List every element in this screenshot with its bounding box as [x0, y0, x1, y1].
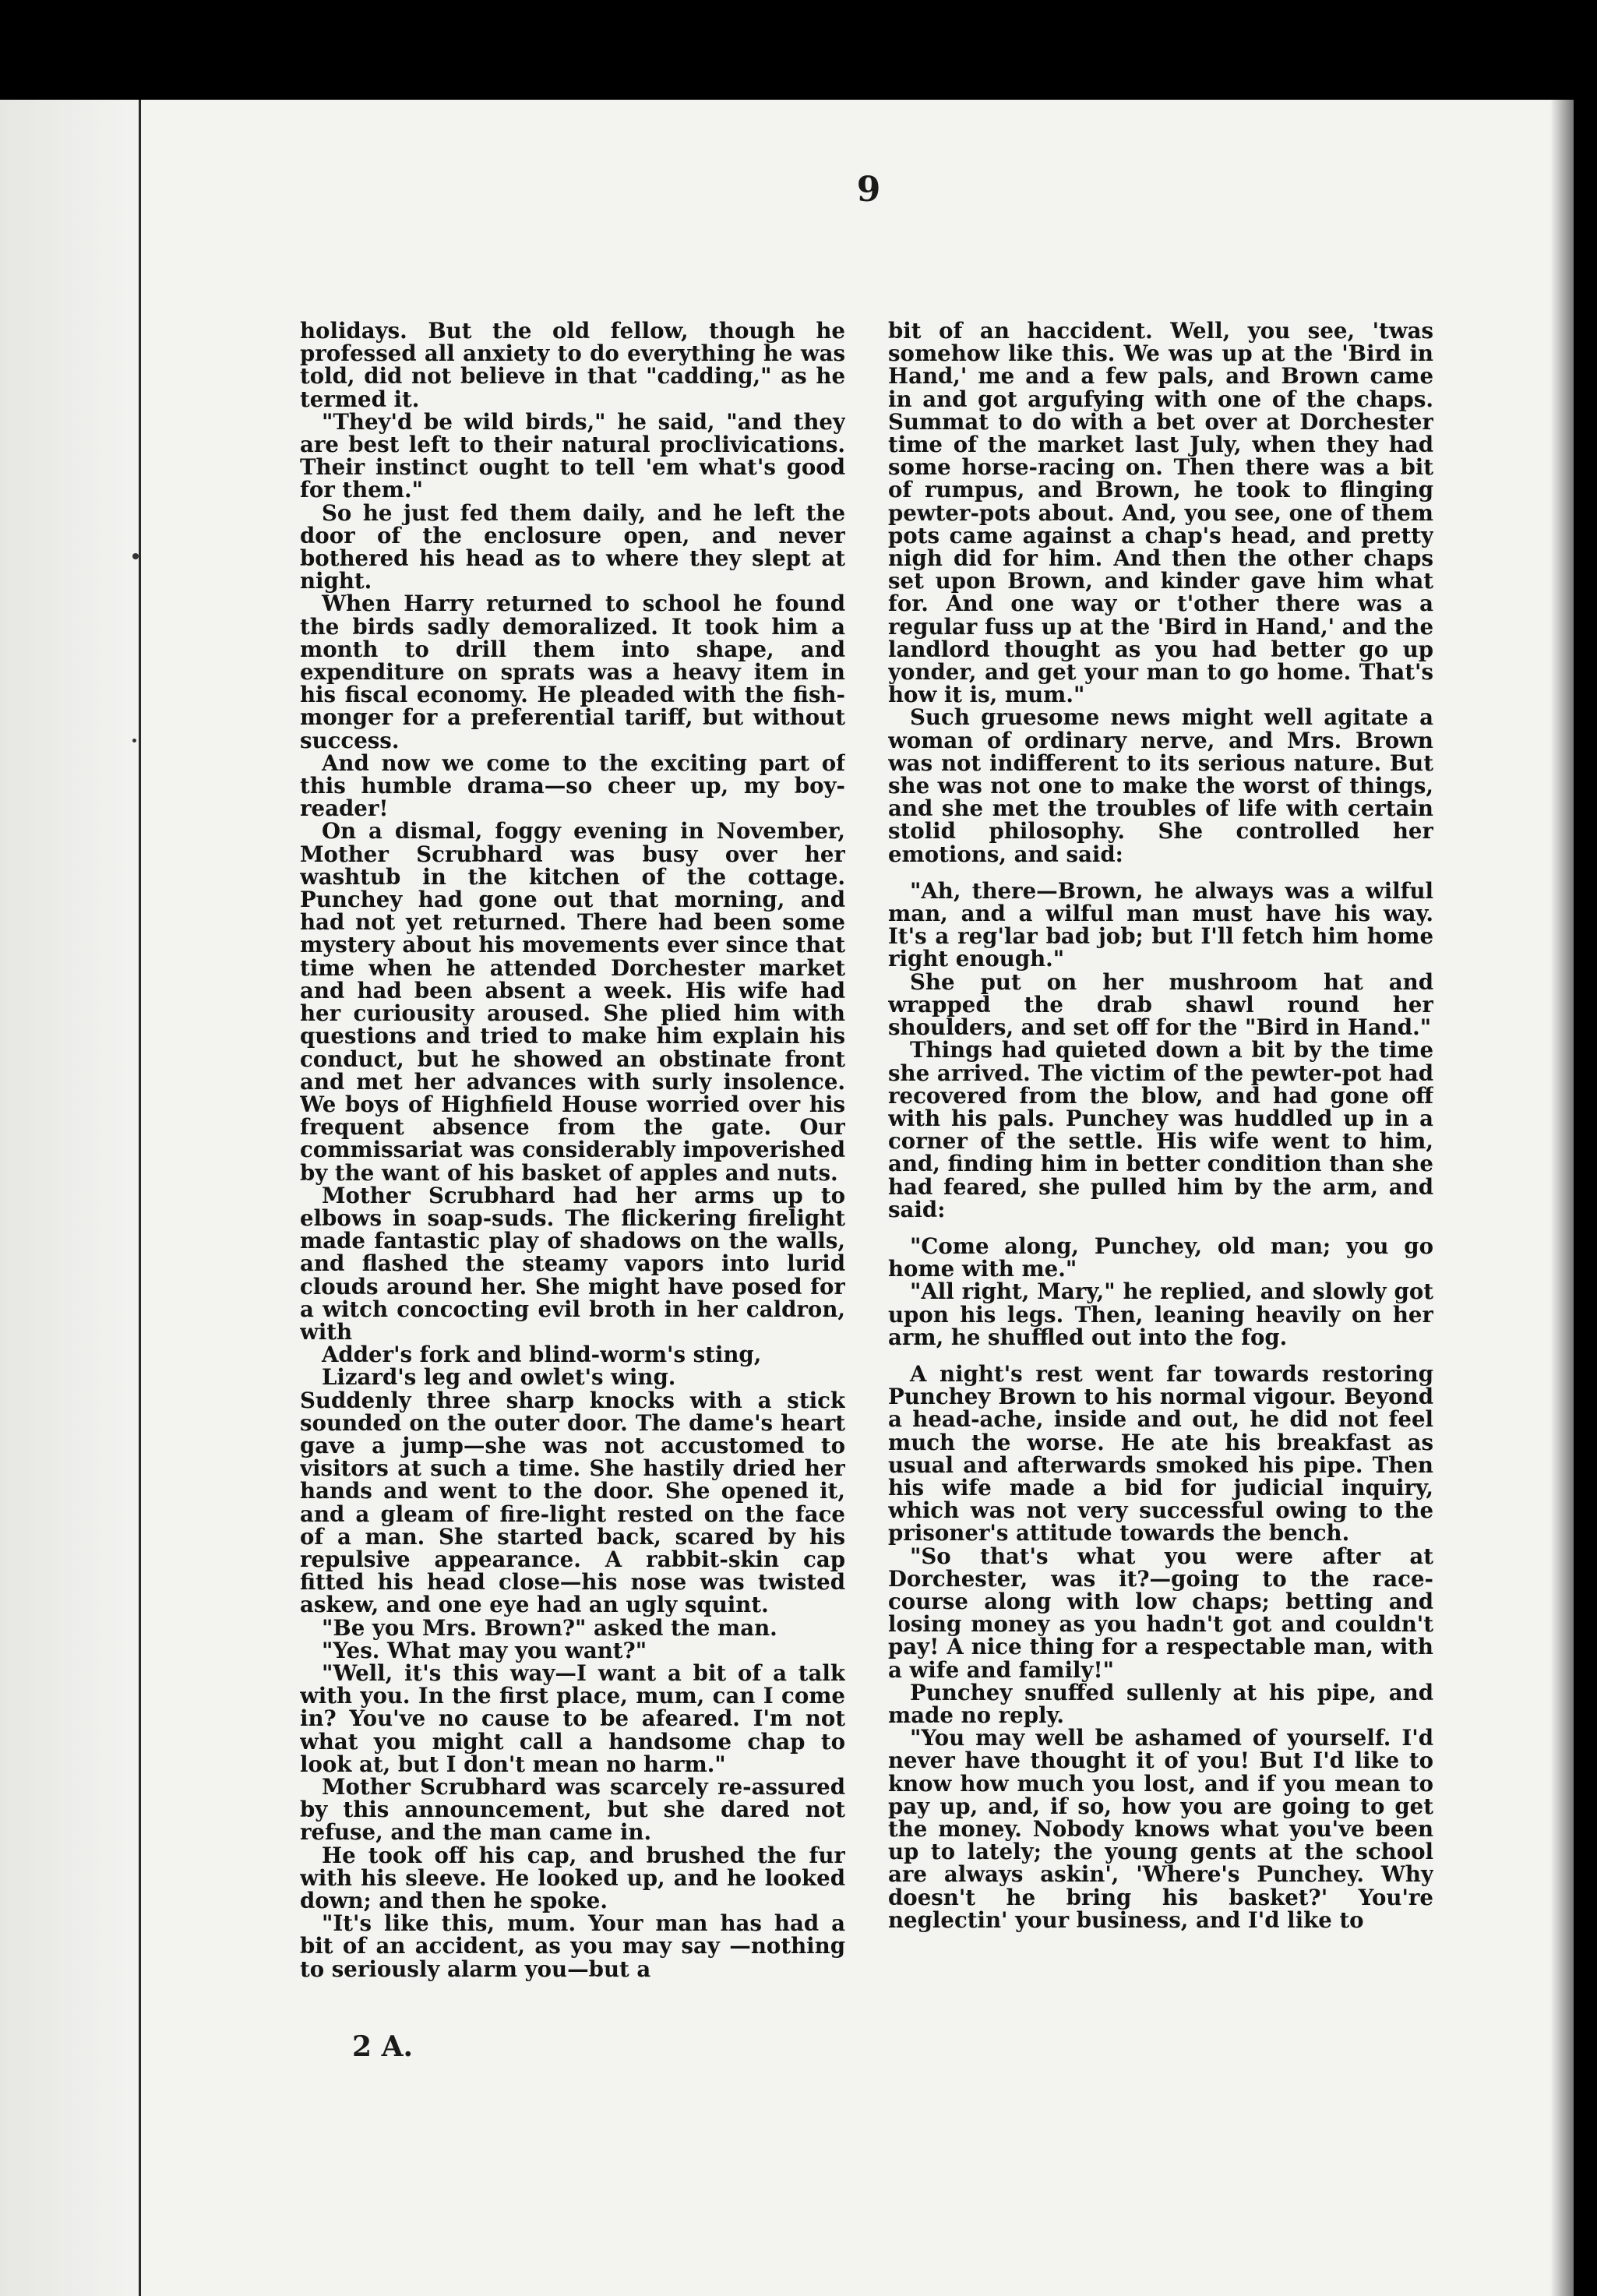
printer-signature: 2 A.	[352, 2030, 414, 2063]
page-shadow	[0, 100, 140, 2296]
paragraph: And now we come to the exciting part of this humble drama—so cheer up, my boy-reader!	[300, 749, 845, 822]
paragraph: "Yes. What may you want?"	[322, 1637, 647, 1663]
paragraph: Mother Scrubhard was scarcely re-assured by this announcement, but she dared not refuse, and the man came in.	[300, 1774, 845, 1846]
paragraph: "Ah, there—Brown, he always was a wilful man, and a wilful man must have his way. It's a reg'lar bad job; but I'll fetch him home right enough."	[888, 877, 1433, 972]
paragraph: So he just fed them daily, and he left the door of the enclosure open, and never bothered his head as to where they slept at night.	[300, 499, 845, 594]
paragraph: He took off his cap, and brushed the fur with his sleeve. He looked up, and he looked down; and then he spoke.	[300, 1842, 845, 1914]
paragraph: "Come along, Punchey, old man; you go home with me."	[888, 1233, 1433, 1282]
paragraph: Suddenly three sharp knocks with a stick sounded on the outer door. The dame's heart gave a jump—she was not accustomed to visitors at such a time. She hastily dried her hands and went to the door. She opened it, and a gleam of fire-light rested on the face of a man. She started back, scared by his repulsive appearance. A rabbit-skin cap fitted his head close—his nose was twisted askew, and one eye had an ugly squint.	[300, 1387, 845, 1618]
paragraph: She put on her mushroom hat and wrapped the drab shawl round her shoulders, and set off for the "Bird in Hand."	[888, 968, 1433, 1041]
left-text-column	[300, 319, 845, 2065]
paragraph: "So that's what you were after at Dorchester, was it?—going to the race-course along with low chaps; betting and losing money as you hadn't got and couldn't pay! A nice thing for a respectable man, with a wife and family!"	[888, 1543, 1433, 1683]
paragraph: On a dismal, foggy evening in November, Mother Scrubhard was busy over her washtub in the kitchen of the cottage. Punchey had gone out that morning, and had not yet returned. There had been some mystery about his movements ever since that time when he attended Dorchester market and had been absent a week. His wife had her curiousity aroused. She plied him with questions and tried to make him explain his conduct, but he showed an obstinate front and met her advances with surly insolence. We boys of Highfield House worried over his frequent absence from the gate. Our commissariat was considerably impoverished by the want of his basket of apples and nuts.	[300, 818, 845, 1186]
paragraph: "Be you Mrs. Brown?" asked the man.	[322, 1614, 777, 1641]
paragraph: bit of an haccident. Well, you see, 'twas somehow like this. We was up at the 'Bird in Hand,' me and a few pals, and Brown came in and got argufying with one of the chaps. Summat to do with a bet over at Dorchester time of the market last July, when they had some horse-racing on. Then there was a bit of rumpus, and Brown, he took to flinging pewter-pots about. And, you see, one of them pots came against a chap's head, and pretty nigh did for him. And then the other chaps set upon Brown, and kinder gave him what for. And one way or t'other there was a regular fuss up at the 'Bird in Hand,' and the landlord thought as you had better go up yonder, and get your man to go home. That's how it is, mum."	[888, 319, 1433, 708]
paragraph: Mother Scrubhard had her arms up to elbows in soap-suds. The flickering firelight made fantastic play of shadows on the walls, and flashed the steamy vapors into lurid clouds around her. She might have posed for a witch concocting evil broth in her caldron, with	[300, 1182, 845, 1345]
margin-dot	[132, 553, 139, 559]
binding-line	[139, 100, 141, 2296]
paragraph: holidays. But the old fellow, though he professed all anxiety to do everything he was told, did not believe in that "cadding," as he termed it.	[300, 319, 845, 412]
paragraph: Things had quieted down a bit by the time she arrived. The victim of the pewter-pot had recovered from the blow, and had gone off with his pals. Punchey was huddled up in a corner of the settle. His wife went to him, and, finding him in better condition than she had feared, she pulled him by the arm, and said:	[888, 1037, 1433, 1222]
paragraph: "It's like this, mum. Your man has had a bit of an accident, as you may say —nothing to seriously alarm you—but a	[300, 1910, 845, 1982]
paragraph: "Well, it's this way—I want a bit of a talk with you. In the first place, mum, can I come in? You've no cause to be afeared. I'm not what you might call a handsome chap to look at, but I don't mean no harm."	[300, 1659, 845, 1777]
paragraph: "They'd be wild birds," he said, "and they are best left to their natural proclivications. Their instinct ought to tell 'em what's good for them."	[300, 408, 845, 503]
page-number: 9	[856, 170, 881, 210]
paragraph: "All right, Mary," he replied, and slowly got upon his legs. Then, leaning heavily on her arm, he shuffled out into the fog.	[888, 1278, 1433, 1350]
verse-line: Lizard's leg and owlet's wing.	[322, 1364, 676, 1391]
paragraph: "You may well be ashamed of yourself. I'd never have thought it of you! But I'd like to know how much you lost, and if you mean to pay up, and, if so, how you are going to get the money. Nobody knows what you've been up to lately; the young gents at the school are always askin', 'Where's Punchey. Why doesn't he bring his basket?' You're neglectin' your business, and I'd like to	[888, 1725, 1433, 1933]
paragraph: Such gruesome news might well agitate a woman of ordinary nerve, and Mrs. Brown was not indifferent to its serious nature. But she was not one to make the worst of things, and she met the troubles of life with certain stolid philosophy. She controlled her emotions, and said:	[888, 704, 1433, 867]
page-edge	[1550, 100, 1574, 2296]
right-text-column	[888, 319, 1433, 2065]
paragraph: A night's rest went far towards restoring Punchey Brown to his normal vigour. Beyond a head-ache, inside and out, he did not feel much the worse. He ate his breakfast as usual and afterwards smoked his pipe. Then his wife made a bid for judicial inquiry, which was not very successful owing to the prisoner's attitude towards the bench.	[888, 1360, 1433, 1547]
paragraph: Punchey snuffed sullenly at his pipe, and made no reply.	[888, 1679, 1433, 1728]
verse-line: Adder's fork and blind-worm's sting,	[322, 1342, 762, 1368]
margin-dot	[132, 739, 136, 742]
paragraph: When Harry returned to school he found the birds sadly demoralized. It took him a month to drill them into shape, and expenditure on sprats was a heavy item in his fiscal economy. He pleaded with the fish-monger for a preferential tariff, but without success.	[300, 591, 845, 753]
